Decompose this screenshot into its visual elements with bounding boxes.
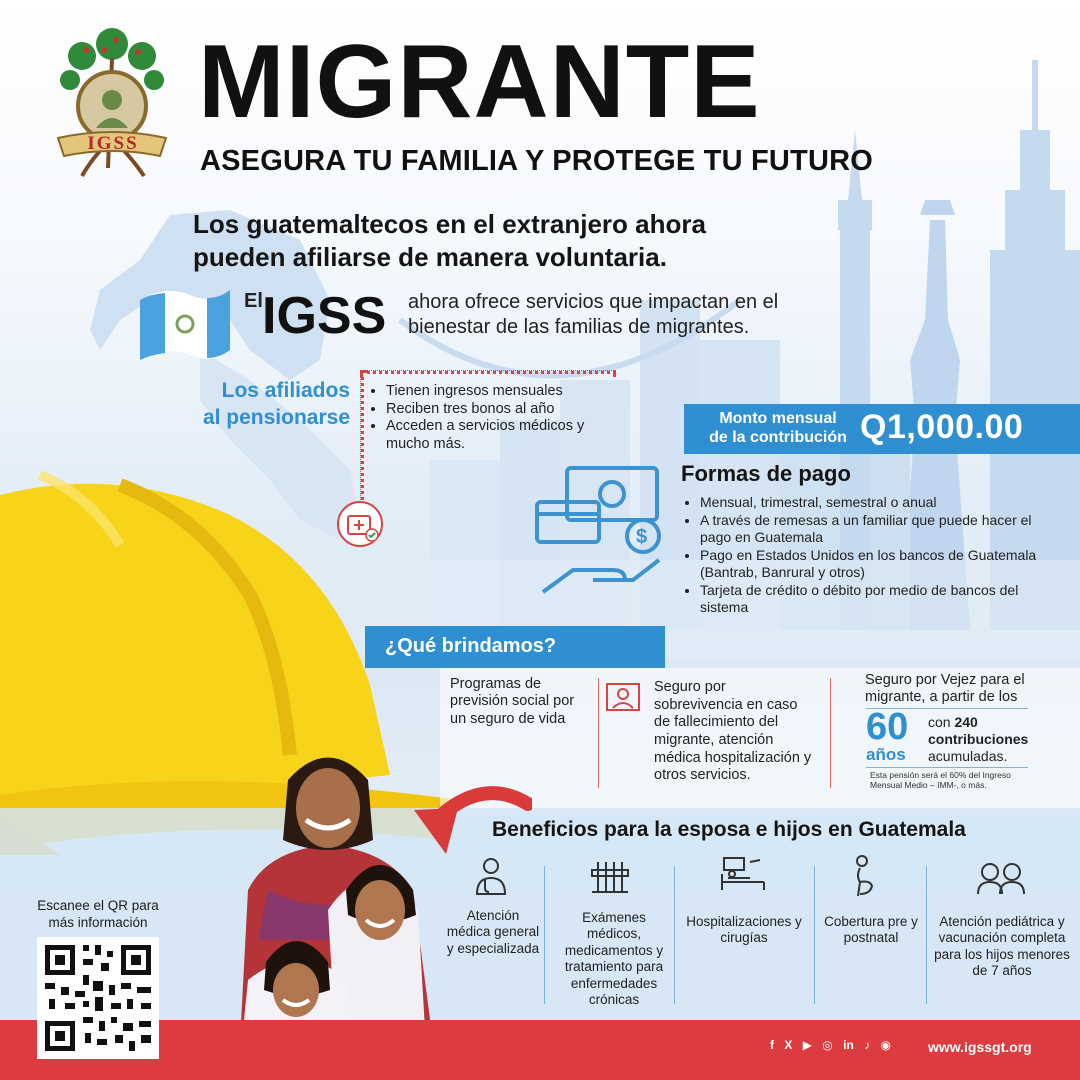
note-rule (866, 767, 1028, 768)
list-item: • Acceden a servicios médicos y mucho más. (386, 418, 626, 453)
benefit-item-general-care: Atención médica general y especializada (446, 908, 540, 956)
page-subtitle: ASEGURA TU FAMILIA Y PROTEGE TU FUTURO (200, 145, 874, 177)
benefit-divider (674, 866, 675, 1004)
intro-line-1: Los guatemaltecos en el extranjero ahora (193, 209, 706, 239)
x-icon[interactable]: X (784, 1038, 793, 1052)
offer-old-age-intro: Seguro por Vejez para el migrante, a partir de los (865, 672, 1025, 706)
acumuladas-label: acumuladas. (928, 747, 1008, 764)
afiliados-title (170, 378, 350, 432)
que-brindamos-banner (365, 626, 665, 668)
pregnancy-icon (848, 854, 880, 898)
list-item: • Tienen ingresos mensuales (386, 383, 626, 401)
list-item: • Reciben tres bonos al año (386, 401, 626, 419)
contributions-text (928, 714, 1038, 764)
afiliados-list (368, 383, 626, 454)
igss-wordmark: IGSS (262, 287, 387, 345)
formas-pago-title: Formas de pago (681, 461, 851, 486)
pension-note: Esta pensión será el 60% del Ingreso Mensual Medio – IMM-, o más. (870, 770, 1011, 791)
spotify-icon[interactable]: ◉ (880, 1038, 891, 1052)
el-label: El (244, 290, 263, 312)
benefit-item-pediatric: Atención pediátrica y vacunación completa para los hijos menores de 7 años (934, 914, 1070, 979)
linkedin-icon[interactable]: in (843, 1038, 854, 1052)
benefit-divider (544, 866, 545, 1004)
medical-kit-icon (336, 500, 384, 548)
qr-label: Escanee el QR para más información (37, 898, 159, 930)
benefit-item-prenatal: Cobertura pre y postnatal (824, 914, 918, 946)
igss-description: ahora ofrece servicios que impactan en el bienestar de las familias de migrantes. (408, 291, 779, 338)
benefit-item-hospitalization: Hospitalizaciones y cirugías (686, 914, 802, 946)
contrib-count: 240 (954, 714, 978, 730)
list-item: • A través de remesas a un familiar que puede hacer el pago en Guatemala (700, 512, 1060, 546)
test-tubes-icon (590, 858, 630, 896)
con-label: con (928, 714, 951, 730)
social-links (770, 1038, 898, 1052)
benefit-divider (814, 866, 815, 1004)
website-link[interactable]: www.igssgt.org (928, 1039, 1032, 1055)
age-unit: años (866, 745, 906, 764)
children-icon (976, 860, 1026, 896)
contrib-label: contribuciones (928, 730, 1029, 747)
youtube-icon[interactable]: ▶ (802, 1038, 812, 1052)
svg-text:$: $ (636, 526, 648, 548)
que-brindamos-title: ¿Qué brindamos? (385, 635, 557, 657)
monto-label-line-2: de la contribución (709, 429, 847, 447)
offer-life-insurance: Programas de previsión social por un seguro de vida (450, 676, 575, 727)
intro-line-2: pueden afiliarse de manera voluntaria. (193, 241, 667, 272)
guatemala-flag-icon (135, 280, 235, 372)
list-item: • Mensual, trimestral, semestral o anual (700, 494, 1060, 511)
beneficios-title: Beneficios para la esposa e hijos en Guatemala (492, 818, 966, 841)
monto-label-line-1: Monto mensual (719, 410, 837, 427)
doctor-icon (474, 856, 508, 896)
hospital-bed-icon (720, 856, 766, 896)
tiktok-icon[interactable]: ♪ (864, 1038, 871, 1052)
igss-logo (52, 28, 172, 184)
afiliados-connector (360, 370, 364, 506)
logo-text: IGSS (87, 133, 139, 154)
afiliados-title-line-2: al pensionarse (202, 405, 350, 429)
offer-divider (830, 678, 831, 788)
instagram-icon[interactable]: ◎ (822, 1038, 833, 1052)
list-item: • Tarjeta de crédito o débito por medio de bancos del sistema (700, 582, 1060, 616)
payment-icon (533, 462, 665, 602)
qr-code[interactable] (37, 937, 159, 1059)
intro-text (193, 208, 753, 273)
offer-divider (598, 678, 599, 788)
qr-code-icon (37, 937, 159, 1059)
benefit-divider (926, 866, 927, 1004)
facebook-icon[interactable]: f (770, 1038, 774, 1052)
red-arrow-icon (402, 784, 532, 860)
benefit-item-exams: Exámenes médicos, medicamentos y tratamiento para enfermedades crónicas (564, 910, 664, 1008)
monto-value: Q1,000.00 (860, 408, 1024, 446)
survivor-insurance-icon (605, 680, 641, 716)
list-item: • Pago en Estados Unidos en los bancos de Guatemala (Bantrab, Banrural y otros) (700, 547, 1060, 581)
afiliados-title-line-1: Los afiliados (221, 379, 350, 402)
age-value: 60 (866, 706, 909, 748)
monto-label (698, 409, 858, 447)
afiliados-divider (360, 370, 616, 374)
footer-bar (0, 1020, 1080, 1080)
page-title: MIGRANTE (198, 24, 761, 140)
offer-survivor-insurance: Seguro por sobrevivencia en caso de fallecimiento del migrante, atención médica hospitalización y otros servicios. (654, 679, 812, 784)
formas-pago-list (683, 494, 1060, 618)
monto-banner (684, 404, 1080, 454)
